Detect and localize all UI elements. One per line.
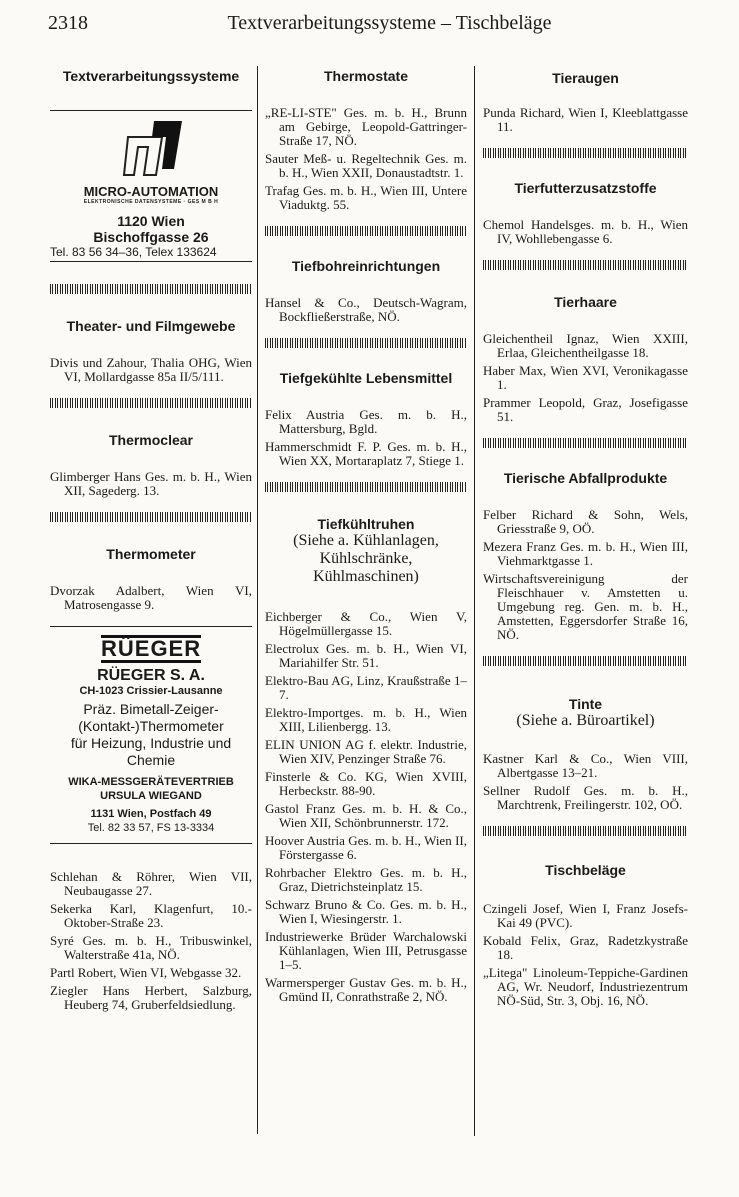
section-heading: Tierische Abfallprodukte xyxy=(503,470,668,486)
section-separator xyxy=(50,512,252,522)
page-title: Textverarbeitungssysteme – Tischbeläge xyxy=(227,12,552,34)
micro-automation-logo-icon xyxy=(116,117,186,179)
section-heading: Tiefbohreinrichtungen xyxy=(291,258,441,274)
ad-phone: Tel. 83 56 34–36, Telex 133624 xyxy=(50,245,217,259)
section-heading: Tiefkühltruhen xyxy=(317,516,415,532)
list-item: Elektro-Bau AG, Linz, Kraußstraße 1–7. xyxy=(265,673,467,702)
list-item: Gastol Franz Ges. m. b. H. & Co., Wien XII, Schönbrunnerstr. 172. xyxy=(265,801,467,830)
column-3 xyxy=(483,64,688,1012)
ad-text-line: für Heizung, Industrie und xyxy=(70,735,232,751)
section-heading: Tiefgekühlte Lebensmittel xyxy=(279,370,453,386)
section-heading: Tieraugen xyxy=(552,70,619,86)
list-item: Eichberger & Co., Wien V, Högelmüllergasse 15. xyxy=(265,609,467,638)
ad-text-line: (Kontakt-)Thermometer xyxy=(78,718,224,734)
section-separator xyxy=(265,338,467,348)
column-divider xyxy=(474,66,475,1136)
list-item: Punda Richard, Wien I, Kleeblattgasse 11. xyxy=(483,105,688,134)
list-item: Schwarz Bruno & Co. Ges. m. b. H., Wien I, Wiesingerstr. 1. xyxy=(265,897,467,926)
list-item: Felber Richard & Sohn, Wels, Griesstraße 9, OÖ. xyxy=(483,507,688,536)
list-item: Mezera Franz Ges. m. b. H., Wien III, Viehmarktgasse 1. xyxy=(483,539,688,568)
section-separator xyxy=(483,148,688,158)
list-item: „Litega" Linoleum-Teppiche-Gardinen AG, Wr. Neudorf, Industriezentrum NÖ-Süd, Str. 3, Obj. 16, NÖ. xyxy=(483,965,688,1008)
column-1 xyxy=(50,64,252,1016)
list-item: Warmersperger Gustav Ges. m. b. H., Gmünd II, Conrathstraße 2, NÖ. xyxy=(265,975,467,1004)
ad-city: 1120 Wien xyxy=(117,213,185,229)
list-item: Schlehan & Röhrer, Wien VII, Neubaugasse 27. xyxy=(50,869,252,898)
list-item: Industriewerke Brüder Warchalowski Kühlanlagen, Wien III, Petrusgasse 1–5. xyxy=(265,929,467,972)
ad-distributor: WIKA-MESSGERÄTEVERTRIEB xyxy=(68,776,234,788)
section-separator xyxy=(483,260,688,270)
list-item: Finsterle & Co. KG, Wien XVIII, Herbeckstr. 88-90. xyxy=(265,769,467,798)
list-item: ELIN UNION AG f. elektr. Industrie, Wien XIV, Penzinger Straße 76. xyxy=(265,737,467,766)
rueeger-logo: RÜEGER xyxy=(101,636,202,661)
micro-automation-logo-text: MICRO-AUTOMATION xyxy=(83,184,219,199)
list-item: Prammer Leopold, Graz, Josefigasse 51. xyxy=(483,395,688,424)
column-2 xyxy=(265,64,467,1008)
list-item: Haber Max, Wien XVI, Veronikagasse 1. xyxy=(483,363,688,392)
section-subheading: (Siehe a. Büroartikel) xyxy=(516,712,655,729)
list-item: Divis und Zahour, Thalia OHG, Wien VI, Mollardgasse 85a II/5/111. xyxy=(50,355,252,384)
list-item: Hansel & Co., Deutsch-Wagram, Bockfließerstraße, NÖ. xyxy=(265,295,467,324)
list-item: Electrolux Ges. m. b. H., Wien VI, Mariahilfer Str. 51. xyxy=(265,641,467,670)
ad-distributor: Tel. 82 33 57, FS 13-3334 xyxy=(87,822,215,834)
section-separator xyxy=(50,398,252,408)
section-heading: Tierfutterzusatzstoffe xyxy=(514,180,657,196)
list-item: Sellner Rudolf Ges. m. b. H., Marchtrenk, Freilingerstr. 102, OÖ. xyxy=(483,783,688,812)
section-heading: Textverarbeitungssysteme xyxy=(62,68,240,84)
list-item: Ziegler Hans Herbert, Salzburg, Heuberg 74, Gruberfeldsiedlung. xyxy=(50,983,252,1012)
list-item: Kobald Felix, Graz, Radetzkystraße 18. xyxy=(483,933,688,962)
ad-distributor: URSULA WIEGAND xyxy=(100,790,202,802)
section-heading: Tischbeläge xyxy=(545,862,626,878)
ad-text-line: Präz. Bimetall-Zeiger- xyxy=(83,701,219,717)
ad-border xyxy=(50,261,252,262)
micro-automation-ad xyxy=(50,111,252,259)
ad-text-line: Chemie xyxy=(126,752,176,768)
section-heading: Thermoclear xyxy=(108,432,194,448)
list-item: Syré Ges. m. b. H., Tribuswinkel, Walterstraße 41a, NÖ. xyxy=(50,933,252,962)
section-separator xyxy=(483,656,688,666)
column-divider xyxy=(257,66,258,1134)
list-item: Elektro-Importges. m. b. H., Wien XIII, Lilienbergg. 13. xyxy=(265,705,467,734)
section-separator xyxy=(483,438,688,448)
ad-street: Bischoffgasse 26 xyxy=(93,229,209,245)
list-item: Wirtschaftsvereinigung der Fleischhauer v. Amstetten u. Umgebung reg. Gen. m. b. H., Amstetten, Eggersdorfer Straße 16, NÖ. xyxy=(483,571,688,642)
micro-automation-tagline: ELEKTRONISCHE DATENSYSTEME · GES M B H xyxy=(83,199,219,205)
list-item: Czingeli Josef, Wien I, Franz Josefs-Kai 49 (PVC). xyxy=(483,901,688,930)
list-item: Sauter Meß- u. Regeltechnik Ges. m. b. H., Wien XXII, Donaustadtstr. 1. xyxy=(265,151,467,180)
list-item: Dvorzak Adalbert, Wien VI, Matrosengasse 9. xyxy=(50,583,252,612)
list-item: Hoover Austria Ges. m. b. H., Wien II, Förstergasse 6. xyxy=(265,833,467,862)
ad-company: RÜEGER S. A. xyxy=(97,667,205,684)
list-item: Hammerschmidt F. P. Ges. m. b. H., Wien XX, Mortaraplatz 7, Stiege 1. xyxy=(265,439,467,468)
section-heading: Thermostate xyxy=(323,68,409,84)
list-item: Trafag Ges. m. b. H., Wien III, Untere Viaduktg. 55. xyxy=(265,183,467,212)
section-separator xyxy=(265,226,467,236)
section-heading: Tierhaare xyxy=(554,294,617,310)
rueeger-ad xyxy=(50,635,252,835)
section-heading: Theater- und Filmgewebe xyxy=(66,318,236,334)
ad-distributor: 1131 Wien, Postfach 49 xyxy=(90,808,212,820)
ad-address: CH-1023 Crissier-Lausanne xyxy=(79,685,223,697)
list-item: Partl Robert, Wien VI, Webgasse 32. xyxy=(50,965,242,980)
section-separator xyxy=(50,284,252,294)
section-heading: Tinte xyxy=(568,696,603,712)
section-heading: Thermometer xyxy=(106,546,196,562)
list-item: „RE-LI-STE" Ges. m. b. H., Brunn am Gebirge, Leopold-Gattringer-Straße 17, NÖ. xyxy=(265,105,467,148)
list-item: Kastner Karl & Co., Wien VIII, Albertgasse 13–21. xyxy=(483,751,688,780)
list-item: Chemol Handelsges. m. b. H., Wien IV, Wohllebengasse 6. xyxy=(483,217,688,246)
list-item: Glimberger Hans Ges. m. b. H., Wien XII, Sagederg. 13. xyxy=(50,469,252,498)
page-number: 2318 xyxy=(48,12,88,34)
ad-border xyxy=(50,626,252,627)
list-item: Sekerka Karl, Klagenfurt, 10.-Oktober-Straße 23. xyxy=(50,901,252,930)
section-subheading: (Siehe a. Kühlanlagen, Kühlschränke, Kühlmaschinen) xyxy=(293,532,439,585)
list-item: Rohrbacher Elektro Ges. m. b. H., Graz, Dietrichsteinplatz 15. xyxy=(265,865,467,894)
list-item: Gleichentheil Ignaz, Wien XXIII, Erlaa, Gleichentheilgasse 18. xyxy=(483,331,688,360)
list-item: Felix Austria Ges. m. b. H., Mattersburg, Bgld. xyxy=(265,407,467,436)
section-separator xyxy=(265,482,467,492)
section-separator xyxy=(483,826,688,836)
ad-border xyxy=(50,843,252,844)
